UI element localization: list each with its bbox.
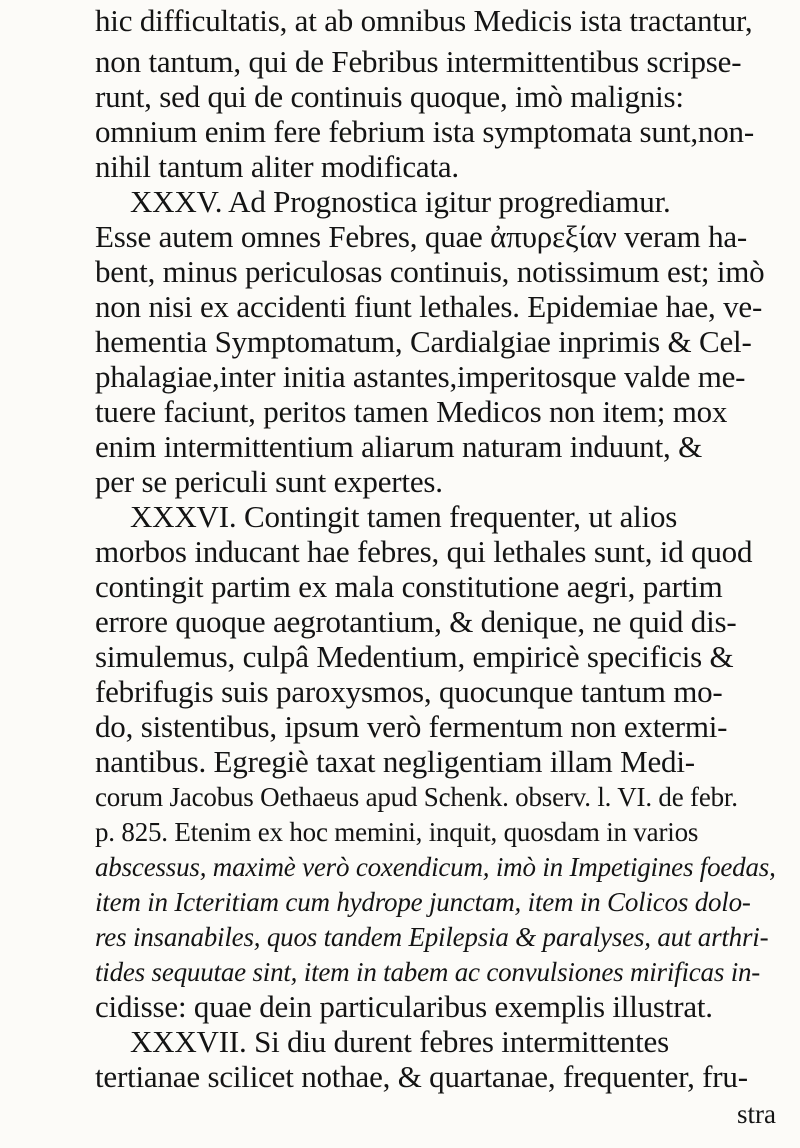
- text-line: do, sistentibus, ipsum verò fermentum non extermi-: [95, 709, 728, 744]
- text-line: nihil tantum aliter modificata.: [95, 149, 459, 184]
- quotation-line: item in Icteritiam cum hydrope junctam, item in Colicos dolo-: [95, 887, 751, 917]
- text-line: Esse autem omnes Febres, quae ἀπυρεξίαν veram ha-: [95, 219, 748, 254]
- text-line: bent, minus periculosas continuis, notissimum est; imò: [95, 254, 765, 289]
- text-line: hementia Symptomatum, Cardialgiae inprimis & Cel-: [95, 324, 752, 359]
- text-line: nantibus. Egregiè taxat negligentiam illam Medi-: [95, 744, 695, 779]
- text-line: simulemus, culpâ Medentium, empiricè specificis &: [95, 639, 734, 674]
- quotation-line: abscessus, maximè verò coxendicum, imò in Impetigines foedas,: [95, 852, 776, 882]
- text-line: non tantum, qui de Febribus intermittentibus scripse-: [95, 44, 742, 79]
- text-line: contingit partim ex mala constitutione aegri, partim: [95, 569, 723, 604]
- text-line: tertianae scilicet nothae, & quartanae, frequenter, fru-: [95, 1059, 748, 1094]
- citation-line: corum Jacobus Oethaeus apud Schenk. observ. l. VI. de febr.: [95, 782, 738, 812]
- text-line: cidisse: quae dein particularibus exemplis illustrat.: [95, 989, 713, 1024]
- text-line: phalagiae,inter initia astantes,imperitosque valde me-: [95, 359, 746, 394]
- text-line: enim intermittentium aliarum naturam induunt, &: [95, 429, 703, 464]
- citation-line: p. 825. Etenim ex hoc memini, inquit, quosdam in varios: [95, 817, 699, 847]
- quotation-line: res insanabiles, quos tandem Epilepsia & paralyses, aut arthri-: [95, 922, 769, 952]
- text-line: hic difficultatis, at ab omnibus Medicis ista tractantur,: [95, 3, 753, 38]
- text-line: febrifugis suis paroxysmos, quocunque tantum mo-: [95, 674, 723, 709]
- text-line: morbos inducant hae febres, qui lethales sunt, id quod: [95, 534, 753, 569]
- section-heading-xxxvii: XXXVII. Si diu durent febres intermittentes: [130, 1024, 669, 1059]
- section-heading-xxxvi: XXXVI. Contingit tamen frequenter, ut alios: [130, 499, 678, 534]
- text-line: tuere faciunt, peritos tamen Medicos non item; mox: [95, 394, 728, 429]
- quotation-line: tides sequutae sint, item in tabem ac convulsiones mirificas in-: [95, 957, 761, 987]
- text-line: per se periculi sunt expertes.: [95, 464, 443, 499]
- text-line: errore quoque aegrotantium, & denique, ne quid dis-: [95, 604, 737, 639]
- text-line: runt, sed qui de continuis quoque, imò malignis:: [95, 79, 684, 114]
- text-line: omnium enim fere febrium ista symptomata sunt,non-: [95, 114, 754, 149]
- section-heading-xxxv: XXXV. Ad Prognostica igitur progrediamur.: [130, 184, 671, 219]
- catchword: stra: [737, 1099, 776, 1129]
- text-line: non nisi ex accidenti fiunt lethales. Epidemiae hae, ve-: [95, 289, 763, 324]
